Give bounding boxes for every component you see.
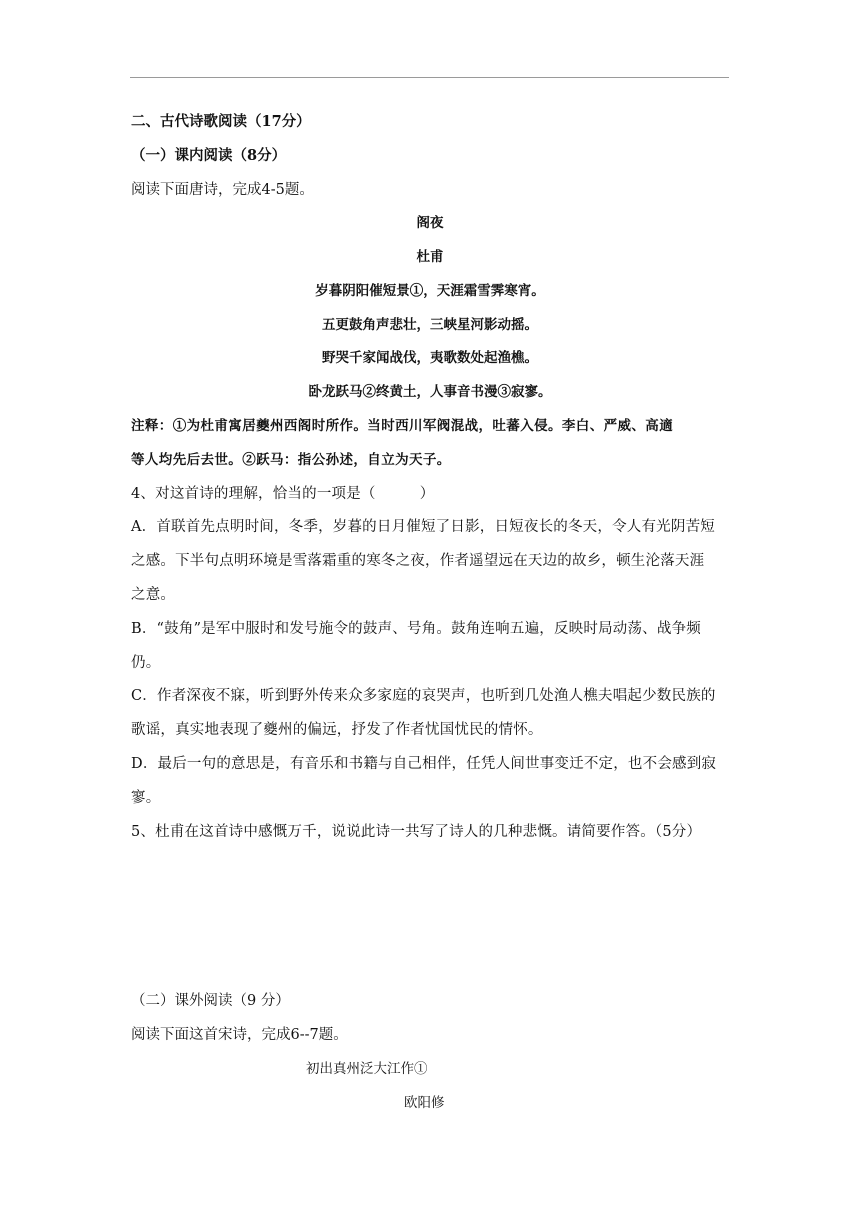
part1-instruction: 阅读下面唐诗，完成4-5题。 [131,182,314,198]
part1-heading: （一）课内阅读（8分） [131,147,287,164]
option-a-line: 之意。 [131,587,176,603]
poem-line: 岁暮阴阳催短景①，天涯霜雪霁寒宵。 [315,283,545,299]
option-b-line: 仍。 [131,655,161,671]
part2-heading: （二）课外阅读（9 分） [131,993,290,1009]
question-5: 5、杜甫在这首诗中感慨万千，说说此诗一共写了诗人的几种悲慨。请简要作答。（5分） [131,824,702,840]
header-rule [130,77,729,78]
poem-note-line: 等人均先后去世。②跃马：指公孙述，自立为天子。 [131,452,451,468]
poem-title: 阁夜 [416,215,444,231]
poem-author: 杜甫 [416,249,444,265]
poem-note-line: 注释：①为杜甫寓居夔州西阁时所作。当时西川军阀混战，吐蕃入侵。李白、严威、高適 [131,418,674,434]
part2-instruction: 阅读下面这首宋诗，完成6--7题。 [131,1027,348,1043]
option-d-line: 寥。 [131,790,161,806]
poem2-author: 欧阳修 [404,1095,445,1111]
section-title: 二、古代诗歌阅读（17分） [131,113,311,130]
question-4: 4、对这首诗的理解，恰当的一项是（ ） [131,486,435,502]
option-c-line: C．作者深夜不寐，听到野外传来众多家庭的哀哭声，也听到几处渔人樵夫唱起少数民族的 [131,688,716,704]
poem2-title: 初出真州泛大江作① [306,1061,428,1077]
poem-line: 五更鼓角声悲壮，三峡星河影动摇。 [322,317,538,333]
poem-line: 卧龙跃马②终黄土，人事音书漫③寂寥。 [308,384,552,400]
option-a-line: A．首联首先点明时间，冬季，岁暮的日月催短了日影，日短夜长的冬天，令人有光阴苦短 [131,519,715,535]
option-d-line: D．最后一句的意思是，有音乐和书籍与自己相伴，任凭人间世事变迁不定，也不会感到寂 [131,756,717,772]
option-c-line: 歌谣，真实地表现了夔州的偏远，抒发了作者忧国忧民的情怀。 [131,722,543,738]
option-a-line: 之感。下半句点明环境是雪落霜重的寒冬之夜，作者遥望远在天边的故乡，顿生沦落天涯 [131,553,705,569]
poem-line: 野哭千家闻战伐，夷歌数处起渔樵。 [322,350,538,366]
option-b-line: B．“鼓角”是军中服时和发号施令的鼓声、号角。鼓角连响五遍，反映时局动荡、战争频 [131,621,701,637]
